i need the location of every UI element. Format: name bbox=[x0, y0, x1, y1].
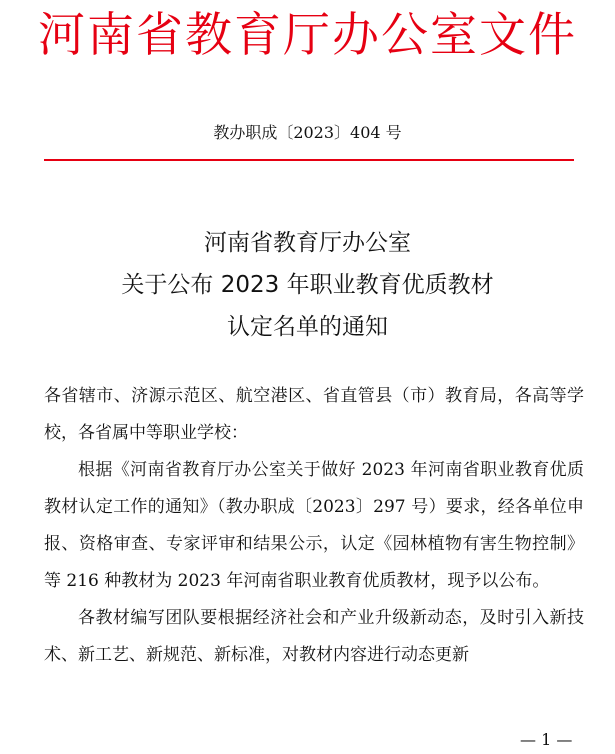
body-paragraph-2: 各教材编写团队要根据经济社会和产业升级新动态，及时引入新技术、新工艺、新规范、新标准，对教材内容进行动态更新 bbox=[44, 608, 584, 665]
body-paragraph-1: 根据《河南省教育厅办公室关于做好 2023 年河南省职业教育优质教材认定工作的通知》（教办职成〔2023〕297 号）要求，经各单位申报、资格审查、专家评审和结果公示，认定《园林植物有害生物控制》等 216 种教材为 2023 年河南省职业教育优质教材，现予以公布。 bbox=[44, 460, 584, 591]
document-header-title: 河南省教育厅办公室文件 bbox=[38, 8, 577, 63]
document-number: 教办职成〔2023〕404 号 bbox=[213, 123, 402, 142]
page-number: — 1 — bbox=[520, 730, 573, 749]
notice-title bbox=[0, 222, 615, 348]
header-divider-line bbox=[44, 159, 574, 161]
salutation: 各省辖市、济源示范区、航空港区、省直管县（市）教育局，各高等学校，各省属中等职业学校： bbox=[44, 386, 584, 443]
notice-title-line-2: 关于公布 2023 年职业教育优质教材 bbox=[121, 272, 494, 298]
notice-body bbox=[44, 378, 584, 674]
notice-title-line-1: 河南省教育厅办公室 bbox=[204, 230, 411, 256]
notice-title-line-3: 认定名单的通知 bbox=[227, 314, 388, 340]
